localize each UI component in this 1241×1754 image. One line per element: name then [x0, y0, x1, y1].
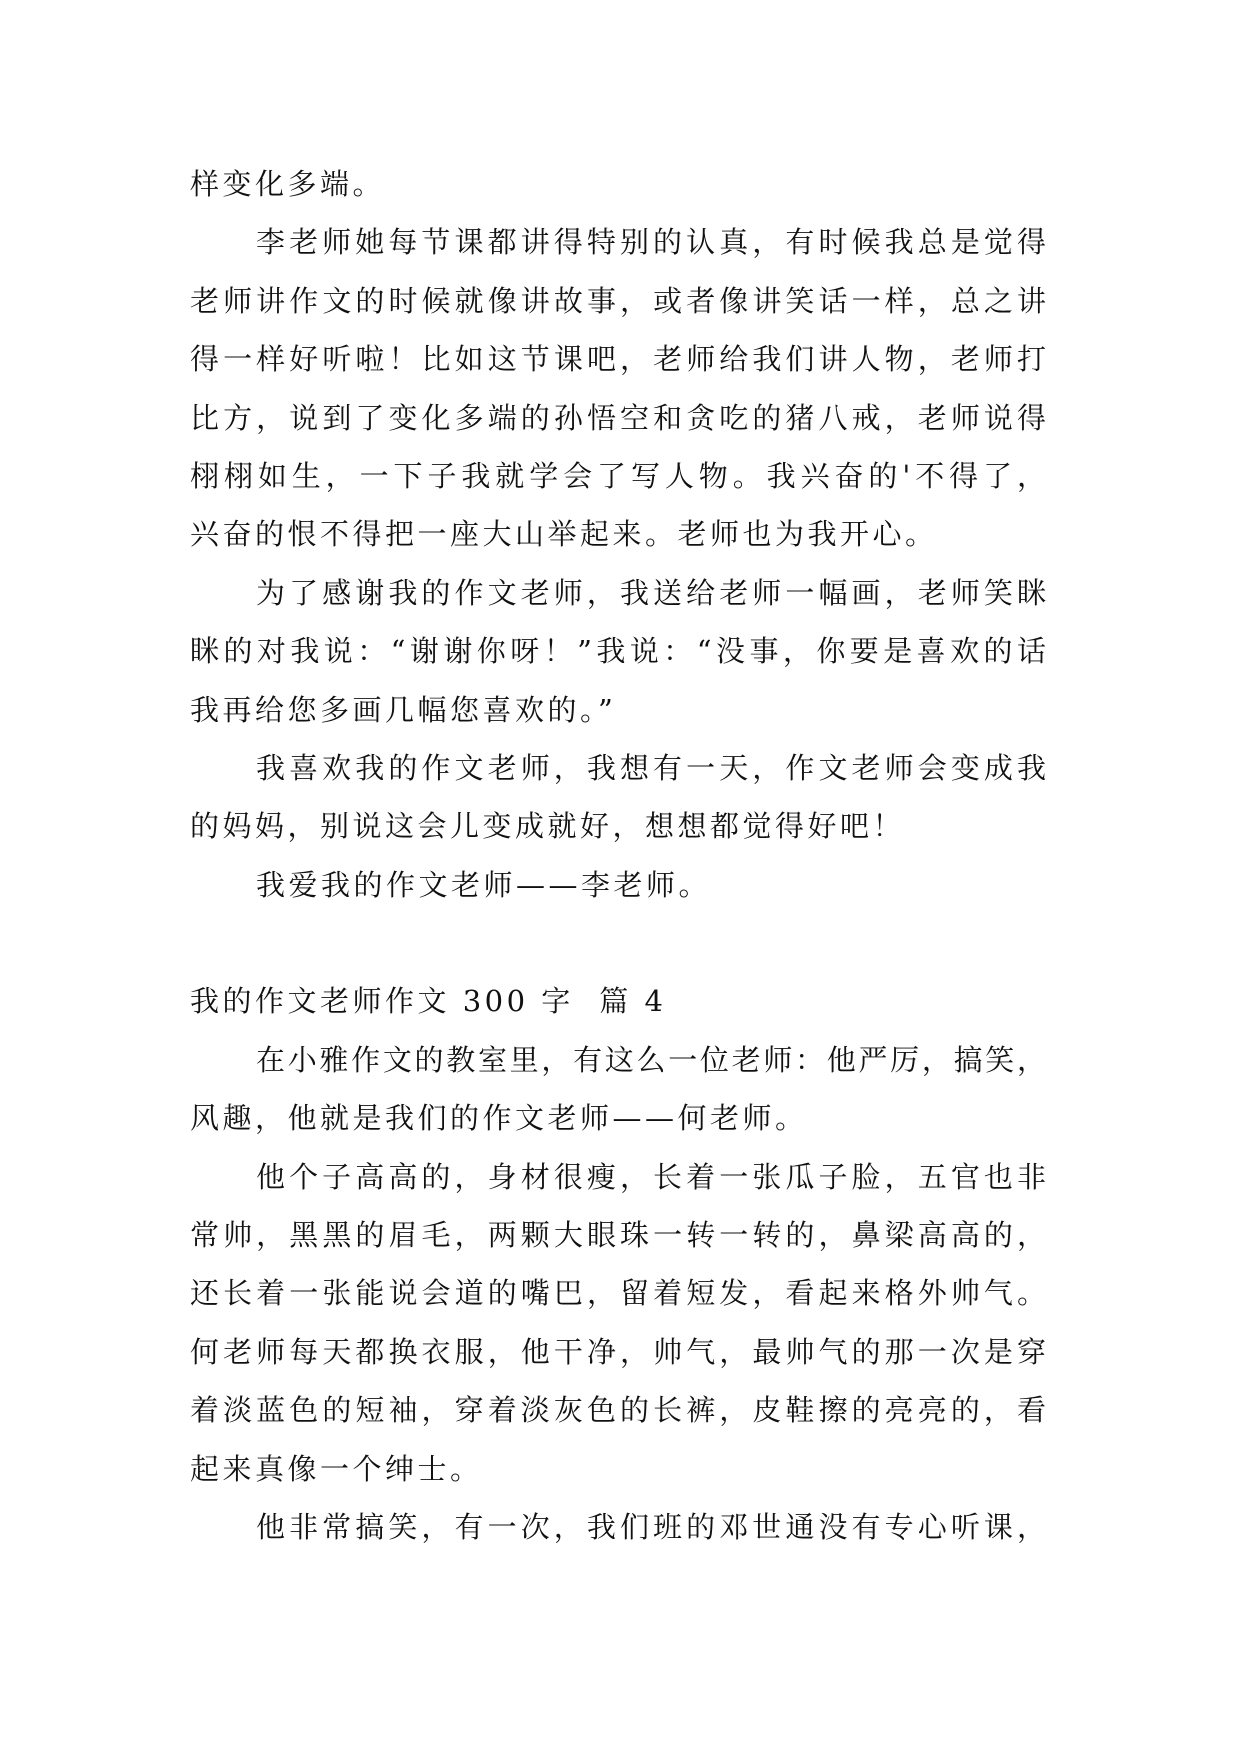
text-line: 何老师每天都换衣服，他干净，帅气，最帅气的那一次是穿 [190, 1334, 1048, 1369]
text-line: 样变化多端。 [190, 167, 386, 201]
blank-line [190, 914, 1048, 972]
text-line: 老师讲作文的时候就像讲故事，或者像讲笑话一样，总之讲 [190, 283, 1048, 318]
document-body [190, 155, 1048, 1556]
text-line: 栩栩如生，一下子我就学会了写人物。我兴奋的'不得了， [190, 458, 1048, 493]
text-line: 在小雅作文的教室里，有这么一位老师：他严厉，搞笑， [256, 1042, 1048, 1077]
paragraph [190, 1498, 1048, 1556]
text-line: 李老师她每节课都讲得特别的认真，有时候我总是觉得 [256, 225, 1048, 260]
text-line: 得一样好听啦！比如这节课吧，老师给我们讲人物，老师打 [190, 342, 1048, 377]
paragraph [190, 856, 1048, 914]
text-line: 兴奋的恨不得把一座大山举起来。老师也为我开心。 [190, 517, 938, 552]
text-line: 的妈妈，别说这会儿变成就好，想想都觉得好吧！ [190, 809, 906, 844]
paragraph [190, 213, 1048, 563]
text-line: 常帅，黑黑的眉毛，两颗大眼珠一转一转的，鼻梁高高的， [190, 1218, 1048, 1253]
paragraph [190, 1031, 1048, 1148]
text-line: 我再给您多画几幅您喜欢的。” [190, 692, 617, 727]
text-line: 我喜欢我的作文老师，我想有一天，作文老师会变成我 [256, 750, 1048, 785]
paragraph [190, 564, 1048, 739]
paragraph [190, 155, 1048, 213]
text-line: 比方，说到了变化多端的孙悟空和贪吃的猪八戒，老师说得 [190, 400, 1048, 435]
text-line: 他个子高高的，身材很瘦，长着一张瓜子脸，五官也非 [256, 1159, 1048, 1194]
text-line: 为了感谢我的作文老师，我送给老师一幅画，老师笑眯 [256, 575, 1048, 610]
text-line: 还长着一张能说会道的嘴巴，留着短发，看起来格外帅气。 [190, 1276, 1048, 1311]
text-line: 眯的对我说：“谢谢你呀！”我说：“没事，你要是喜欢的话 [190, 634, 1048, 669]
text-line: 起来真像一个绅士。 [190, 1451, 483, 1486]
paragraph [190, 1148, 1048, 1498]
text-line: 着淡蓝色的短袖，穿着淡灰色的长裤，皮鞋擦的亮亮的，看 [190, 1393, 1048, 1428]
essay-heading: 我的作文老师作文 300 字 篇 4 [190, 984, 667, 1019]
paragraph [190, 739, 1048, 856]
text-line: 风趣，他就是我们的作文老师——何老师。 [190, 1101, 808, 1136]
text-line: 他非常搞笑，有一次，我们班的邓世通没有专心听课， [256, 1509, 1048, 1544]
text-line: 我爱我的作文老师——李老师。 [256, 867, 712, 902]
